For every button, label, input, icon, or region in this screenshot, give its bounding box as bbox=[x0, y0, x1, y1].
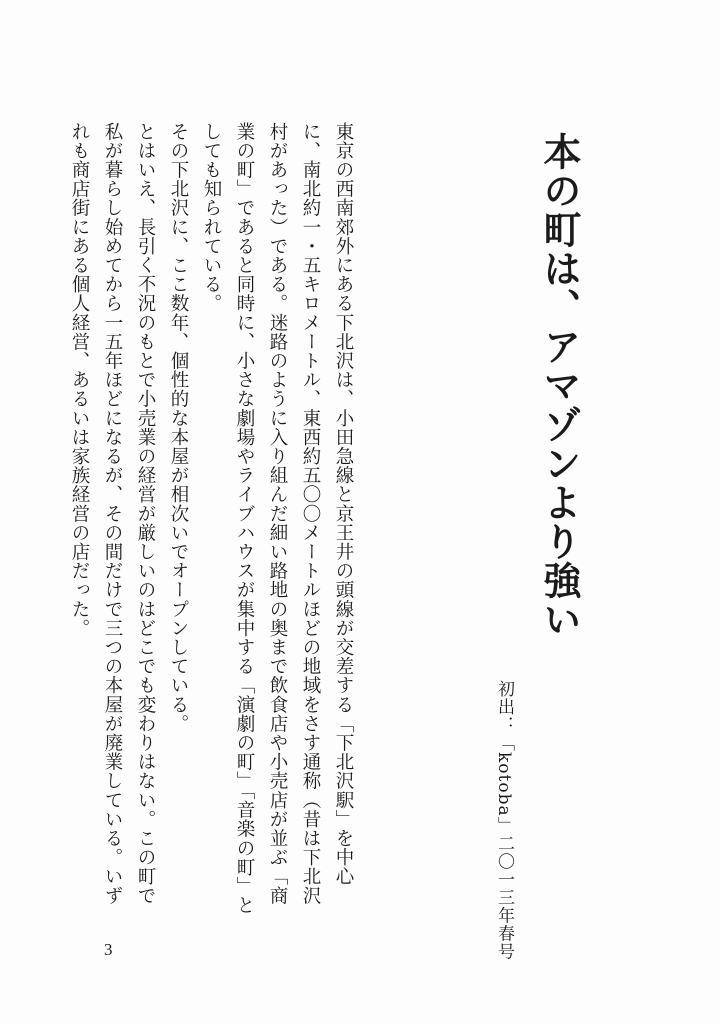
body-text bbox=[69, 122, 360, 922]
paragraph-1: 東京の西南郊外にある下北沢は、小田急線と京王井の頭線が交差する「下北沢駅」を中心に、南北約一・五キロメートル、東西約五〇〇メートルほどの地域をさす通称（昔は下北沢村があった）である。迷路のように入り組んだ細い路地の奥まで飲食店や小売店が並ぶ「商業の町」であると同時に、小さな劇場やライブハウスが集中する「演劇の町」「音楽の町」としても知られている。 bbox=[201, 122, 354, 915]
page-number: 3 bbox=[104, 940, 113, 959]
paragraph-2: その下北沢に、ここ数年、個性的な本屋が相次いでオープンしている。 bbox=[168, 122, 189, 734]
paragraph-3: とはいえ、長引く不況のもとで小売業の経営が厳しいのはどこでも変わりはない。この町で私が暮らし始めてから一五年ほどになるが、その間だけで三つの本屋が廃業している。いずれも商店街にある個人経営、あるいは家族経営の店だった。 bbox=[69, 122, 156, 906]
chapter-title: 本の町は、アマゾンより強い bbox=[537, 132, 581, 639]
first-publication-note: 初出：「kotoba」二〇一三年春号 bbox=[494, 680, 514, 961]
